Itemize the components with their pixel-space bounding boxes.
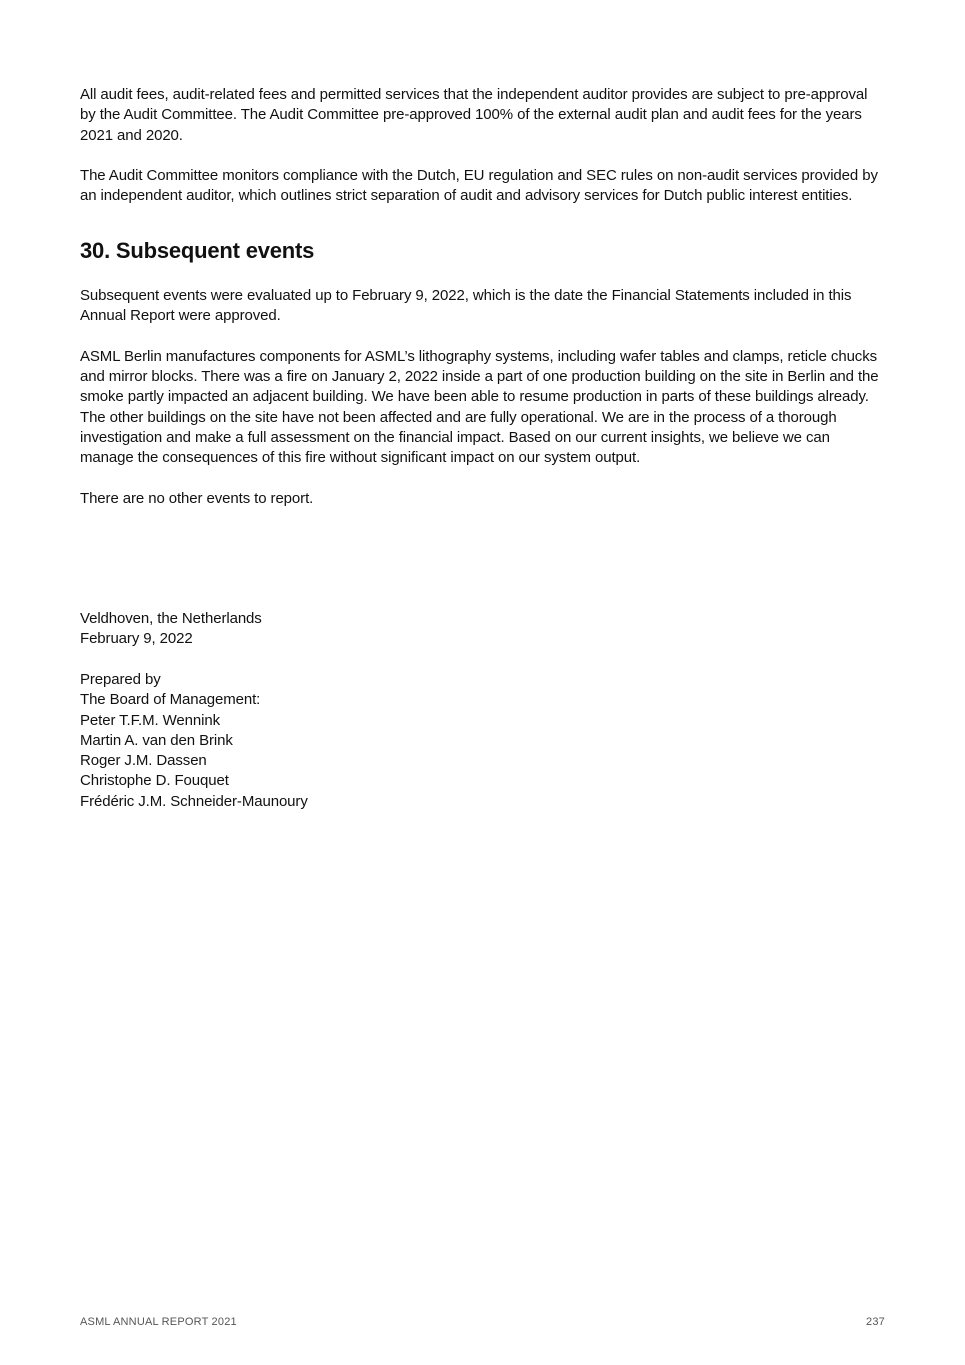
board-member: Martin A. van den Brink	[80, 731, 233, 749]
prepared-by-label: Prepared by	[80, 670, 161, 688]
berlin-fire-paragraph: ASML Berlin manufactures components for ASML’s lithography systems, including wafer tables and clamps, reticle chucks and mirror blocks. There was a fire on January 2, 2022 inside a part of one production building on the site in Berlin and the smoke partly impacted an adjacent building. We have been able to resume production in parts of these buildings already. The other buildings on the site have not been affected and are fully operational. We are in the process of a thorough investigation and make a full assessment on the financial impact. Based on our current insights, we believe we can manage the consequences of this fire without significant impact on our system output.	[80, 347, 879, 467]
board-label: The Board of Management:	[80, 691, 261, 709]
page-number: 237	[866, 1316, 885, 1328]
page-footer	[80, 1316, 885, 1330]
page-content	[80, 85, 885, 812]
subsequent-events-evaluation-paragraph: Subsequent events were evaluated up to February 9, 2022, which is the date the Financial Statements included in this Annual Report were approved.	[80, 286, 852, 325]
no-other-events-paragraph: There are no other events to report.	[80, 489, 314, 507]
footer-report-title: ASML ANNUAL REPORT 2021	[80, 1316, 237, 1328]
signoff-place: Veldhoven, the Netherlands	[80, 610, 262, 628]
signoff-block	[80, 609, 885, 812]
board-member: Frédéric J.M. Schneider-Maunoury	[80, 792, 308, 810]
board-member: Christophe D. Fouquet	[80, 772, 229, 790]
section-heading: 30. Subsequent events	[80, 237, 315, 263]
signoff-date: February 9, 2022	[80, 630, 193, 648]
board-member: Peter T.F.M. Wennink	[80, 711, 221, 729]
audit-compliance-paragraph: The Audit Committee monitors compliance with the Dutch, EU regulation and SEC rules on non-audit services provided by an independent auditor, which outlines strict separation of audit and advisory services for Dutch public interest entities.	[80, 167, 878, 205]
board-member: Roger J.M. Dassen	[80, 752, 207, 770]
audit-preapproval-paragraph: All audit fees, audit-related fees and permitted services that the independent auditor provides are subject to pre-approval by the Audit Committee. The Audit Committee pre-approved 100% of the external audit plan and audit fees for the years 2021 and 2020.	[80, 86, 868, 144]
